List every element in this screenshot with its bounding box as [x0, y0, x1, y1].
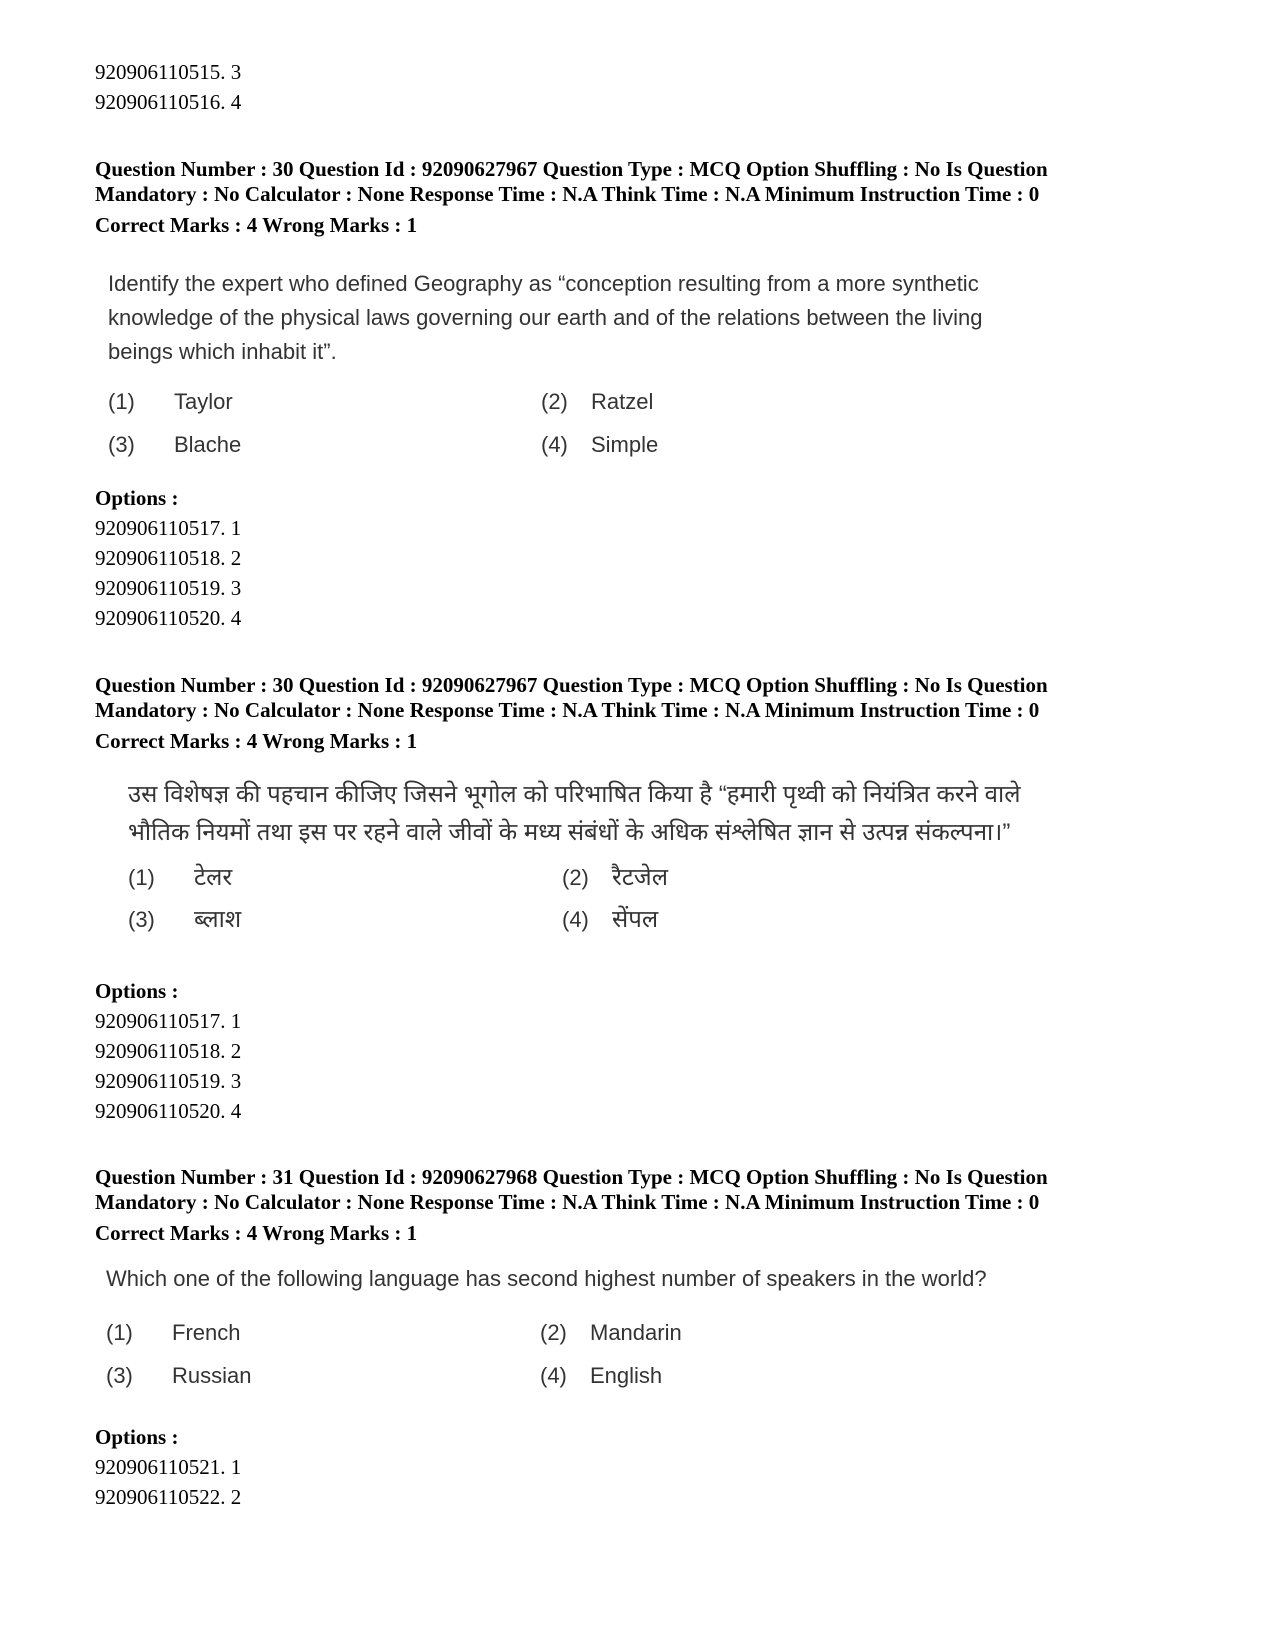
question-meta-line: Mandatory : No Calculator : None Response Time : N.A Think Time : N.A Minimum Instruction Time : 0 [95, 698, 1040, 722]
choice-number: (1) [106, 1320, 133, 1345]
choice-text: Taylor [174, 389, 233, 414]
question-meta-line: Question Number : 30 Question Id : 92090627967 Question Type : MCQ Option Shuffling : No Is Question [95, 157, 1048, 181]
question-meta-line: Mandatory : No Calculator : None Response Time : N.A Think Time : N.A Minimum Instruction Time : 0 [95, 182, 1040, 206]
choice-number: (1) [108, 389, 135, 414]
choice-number: (2) [541, 389, 568, 414]
question-text-line: knowledge of the physical laws governing our earth and of the relations between the living [108, 305, 983, 330]
choice-text: Blache [174, 432, 242, 457]
option-line: 920906110517. 1 [95, 1009, 242, 1033]
choice-number: (3) [106, 1363, 133, 1388]
question-marks: Correct Marks : 4 Wrong Marks : 1 [95, 1221, 418, 1245]
answer-choice [562, 904, 658, 935]
question-text-line: उस विशेषज्ञ की पहचान कीजिए जिसने भूगोल को परिभाषित किया है “हमारी पृथ्वी को नियंत्रित करने वाले [128, 781, 1021, 808]
answer-choice [541, 386, 653, 417]
choice-text: Simple [591, 432, 659, 457]
question-text [106, 1262, 987, 1296]
question-text-line: Identify the expert who defined Geography as “conception resulting from a more synthetic [108, 271, 979, 296]
choice-text: टेलर [194, 864, 233, 891]
choice-number: (3) [108, 432, 135, 457]
choice-text: Ratzel [591, 389, 654, 414]
answer-choice [540, 1360, 662, 1391]
option-line: 920906110521. 1 [95, 1455, 242, 1479]
choice-text: ब्लाश [194, 906, 242, 933]
choice-text: रैटजेल [612, 864, 668, 891]
choice-number: (4) [540, 1363, 567, 1388]
question-text-line: भौतिक नियमों तथा इस पर रहने वाले जीवों के मध्य संबंधों के अधिक संश्लेषित ज्ञान से उत्पन्न संकल्पना।” [128, 819, 1011, 846]
option-line: 920906110518. 2 [95, 1039, 242, 1063]
question-meta [95, 673, 1215, 754]
options-heading: Options : [95, 979, 179, 1003]
choice-text: English [590, 1363, 663, 1388]
option-line: 920906110515. 3 [95, 60, 242, 84]
answer-choice [562, 862, 668, 893]
question-text-line: Which one of the following language has second highest number of speakers in the world? [106, 1266, 987, 1291]
option-line: 920906110519. 3 [95, 1069, 242, 1093]
question-meta-line: Question Number : 31 Question Id : 92090627968 Question Type : MCQ Option Shuffling : No Is Question [95, 1165, 1048, 1189]
choice-number: (2) [562, 865, 589, 890]
choice-number: (3) [128, 907, 155, 932]
choice-number: (1) [128, 865, 155, 890]
answer-choice [540, 1317, 682, 1348]
answer-choice [108, 386, 233, 417]
option-line: 920906110520. 4 [95, 1099, 242, 1123]
choice-text: Russian [172, 1363, 252, 1388]
answer-choice [106, 1360, 251, 1391]
choice-text: French [172, 1320, 241, 1345]
question-text [128, 776, 1021, 852]
answer-choice [108, 429, 241, 460]
options-heading: Options : [95, 486, 179, 510]
option-line: 920906110517. 1 [95, 516, 242, 540]
answer-choice [541, 429, 658, 460]
choice-number: (4) [541, 432, 568, 457]
option-line: 920906110518. 2 [95, 546, 242, 570]
question-marks: Correct Marks : 4 Wrong Marks : 1 [95, 729, 418, 753]
answer-choice [128, 862, 232, 893]
question-meta-line: Mandatory : No Calculator : None Response Time : N.A Think Time : N.A Minimum Instruction Time : 0 [95, 1190, 1040, 1214]
answer-choice [128, 904, 241, 935]
choice-text: Mandarin [590, 1320, 682, 1345]
choice-text: सेंपल [612, 906, 659, 933]
option-line: 920906110516. 4 [95, 90, 242, 114]
choice-number: (4) [562, 907, 589, 932]
option-line: 920906110522. 2 [95, 1485, 242, 1509]
answer-choice [106, 1317, 240, 1348]
question-marks: Correct Marks : 4 Wrong Marks : 1 [95, 213, 418, 237]
option-line: 920906110520. 4 [95, 606, 242, 630]
choice-number: (2) [540, 1320, 567, 1345]
question-meta-line: Question Number : 30 Question Id : 92090627967 Question Type : MCQ Option Shuffling : No Is Question [95, 673, 1048, 697]
options-heading: Options : [95, 1425, 179, 1449]
question-text [108, 267, 982, 369]
question-text-line: beings which inhabit it”. [108, 339, 337, 364]
question-meta [95, 157, 1215, 238]
question-meta [95, 1165, 1215, 1246]
option-line: 920906110519. 3 [95, 576, 242, 600]
